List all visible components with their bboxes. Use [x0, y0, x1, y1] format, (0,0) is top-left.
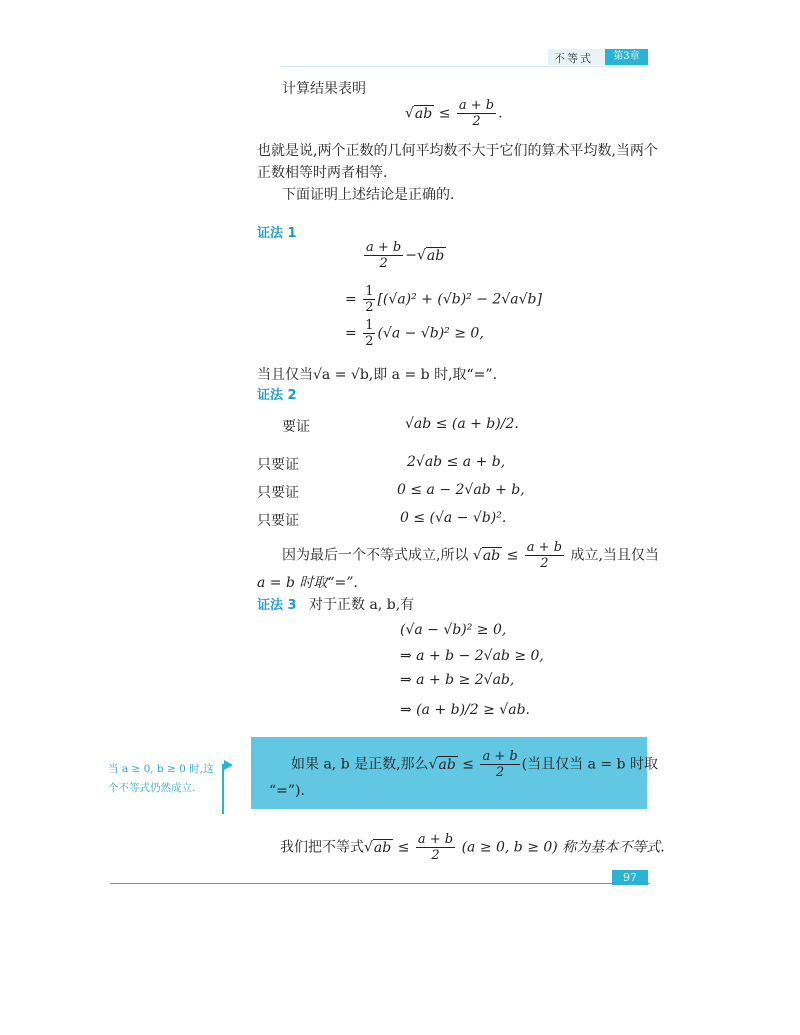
expression: [(√a)² + (√b)² − 2√a√b] [377, 291, 542, 308]
proof3-line: ⇒ a + b ≥ 2√ab, [400, 672, 515, 688]
denominator: 2 [540, 556, 549, 571]
margin-note: 当 a ≥ 0, b ≥ 0 时,这个不等式仍然成立. [108, 763, 214, 794]
proof1-label: 证法 1 [257, 226, 297, 241]
equals-sign: = [345, 291, 362, 308]
numerator: a + b [366, 240, 402, 255]
proof3-label: 证法 3 [257, 598, 297, 613]
fraction [480, 749, 519, 780]
proof1-line1: $\frac{a + b}{2}$ −√ab [366, 240, 445, 271]
expression: (√a − √b)² ≥ 0, [377, 325, 484, 342]
denominator: 2 [365, 334, 374, 349]
period: . [498, 105, 503, 122]
proof2-conclusion-line2: a = b 时取“=”. [257, 575, 358, 591]
leq-symbol: ≤ [438, 105, 451, 122]
numerator: a + b [482, 749, 518, 764]
fraction [416, 832, 455, 863]
paragraph-line: 正数相等时两者相等. [257, 165, 388, 181]
denominator: 2 [379, 256, 388, 271]
proof1-condition: 当且仅当√a = √b,即 a = b 时,取“=”. [257, 367, 498, 383]
equals-sign: = [345, 325, 362, 342]
sqrt-ab: ab [438, 756, 456, 773]
section-title: 不等式 [554, 52, 593, 65]
proof2-lead: 只要证 [257, 485, 299, 501]
basic-inequality-definition: 我们把不等式√ab ≤ $\frac{a + b}{2}$ (a ≥ 0, b ≥ 0) 称为基本不等式. [280, 832, 665, 863]
header-rule [280, 66, 650, 67]
fraction [363, 318, 375, 349]
fraction [525, 540, 564, 571]
proof2-math: 2√ab ≤ a + b, [407, 454, 506, 470]
proof3-line: ⇒ a + b − 2√ab ≥ 0, [400, 648, 544, 664]
fraction [363, 284, 375, 315]
text: 成立,当且仅当 [570, 547, 659, 564]
numerator: 1 [365, 318, 374, 333]
proof2-math: 0 ≤ a − 2√ab + b, [397, 482, 525, 498]
proof3-line: ⇒ (a + b)/2 ≥ √ab. [400, 702, 530, 718]
chapter-header-tab [548, 49, 648, 65]
numerator: 1 [365, 284, 374, 299]
theorem-callout [251, 737, 658, 809]
proof2-conclusion: 因为最后一个不等式成立,所以 √ab ≤ $\frac{a + b}{2}$ 成立,当且仅当 [282, 540, 659, 571]
text: (a ≥ 0, b ≥ 0) 称为基本不等式. [461, 839, 665, 856]
margin-note-bar [222, 764, 224, 814]
proof1-line3 [345, 318, 484, 349]
proof1-line2 [345, 284, 542, 315]
flag-icon [224, 760, 233, 770]
leq-symbol: ≤ [462, 756, 474, 773]
sqrt-ab: ab [426, 247, 445, 264]
minus-sign: − [405, 247, 417, 264]
sqrt-ab: ab [414, 105, 433, 122]
proof3-line: (√a − √b)² ≥ 0, [400, 622, 507, 638]
proof3-header [257, 594, 414, 614]
sqrt-ab: ab [373, 839, 392, 856]
proof2-label: 证法 2 [257, 388, 297, 403]
numerator: a + b [417, 832, 454, 847]
sqrt-ab: ab [482, 547, 501, 564]
denominator: 2 [365, 300, 374, 315]
proof2-lead: 要证 [282, 419, 310, 435]
denominator: 2 [431, 848, 440, 863]
fraction [457, 98, 496, 129]
text: 我们把不等式 [280, 839, 364, 856]
proof2-math: 0 ≤ (√a − √b)². [400, 510, 507, 526]
main-inequality: √ab ≤ $\frac{a + b}{2}$ . [405, 98, 503, 129]
text: 因为最后一个不等式成立,所以 [282, 547, 469, 564]
callout-line1: 如果 a, b 是正数,那么√ab ≤ $\frac{a + b}{2}$ (当且仅当 a = b 时取 [291, 749, 658, 780]
numerator: a + b [526, 540, 563, 555]
page-number: 97 [612, 870, 648, 885]
paragraph-line: 也就是说,两个正数的几何平均数不大于它们的算术平均数,当两个 [257, 143, 658, 159]
proof2-lead: 只要证 [257, 457, 299, 473]
denominator: 2 [495, 765, 505, 780]
denominator: 2 [472, 114, 481, 129]
text: (当且仅当 a = b 时取 [521, 756, 658, 773]
chapter-badge: 第3章 [605, 49, 648, 65]
leq-symbol: ≤ [506, 547, 519, 564]
leq-symbol: ≤ [397, 839, 410, 856]
proof3-lead: 对于正数 a, b,有 [309, 597, 415, 613]
footer-rule [110, 883, 650, 884]
intro-text: 计算结果表明 [282, 81, 366, 97]
paragraph-line: 下面证明上述结论是正确的. [282, 187, 455, 203]
fraction [364, 240, 403, 271]
text: 如果 a, b 是正数,那么 [291, 756, 429, 773]
numerator: a + b [458, 98, 495, 113]
proof2-math: √ab ≤ (a + b)/2. [405, 416, 519, 432]
callout-line2: “=”). [269, 783, 305, 799]
proof2-lead: 只要证 [257, 513, 299, 529]
